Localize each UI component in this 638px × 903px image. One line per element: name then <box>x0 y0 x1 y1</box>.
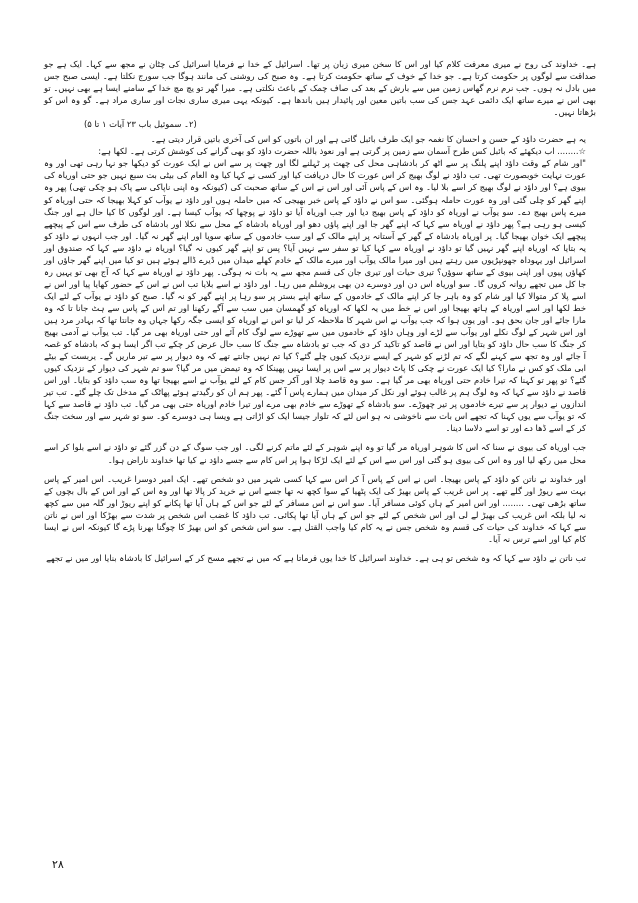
paragraph-summary: یہ ہے حضرت داؤد کے حسن و احسان کا نغمہ جو ایک طرف بائبل گاتی ہے اور ان باتوں کو اس کی آخری باتیں قرار دیتی ہے۔ <box>150 134 586 145</box>
paragraph-quotation: "اور شام کے وقت داؤد اپنے پلنگ پر سے اٹھ کر بادشاہی محل کی چھت پر ٹہلنے لگا اور چھت پر سے اس نے ایک عورت کو دیکھا جو نہا رہی تھی اور وہ عورت نہایت خوبصورت تھی۔ تب داؤد نے لوگ بھیج کر اس عورت کا حال دریافت کیا اور کسی نے کہا کیا وہ العام کی بیٹی بت سبع نہیں جو حتی اوریاہ کی بیوی ہے؟ اور داؤد نے لوگ بھیج کر اسے بلا لیا۔ وہ اس کے پاس آئی اور اس نے اس کے ساتھ صحبت کی (کیونکہ وہ اپنی ناپاکی سے پاک ہو چکی تھی) پھر وہ اپنے گھر کو چلی گئی اور وہ عورت حاملہ ہوگئی۔ سو اس نے داؤد کے پاس خبر بھیجی کہ میں حاملہ ہوں اور داؤد نے یوآب کو کہلا بھیجا کہ حتی اوریاہ کو میرے پاس بھیج دے۔ سو یوآب نے اوریاہ کو داؤد کے پاس بھیج دیا اور جب اوریاہ آیا تو داؤد نے پوچھا کہ یوآب کیسا ہے۔ اور لوگوں کا کیا حال ہے اور جنگ کیسی ہو رہی ہے؟ پھر داؤد نے اوریاہ سے کہا کہ اپنے گھر جا اور اپنے پاؤں دھو اور اوریاہ بادشاہ کے محل سے نکلا اور بادشاہ کی طرف سے اس کے پیچھے پیچھے ایک خوان بھیجا گیا۔ پر اوریاہ بادشاہ کے گھر کے آستانہ پر اپنے مالک کے اور سب خادموں کے ساتھ سویا اور اپنے گھر نہ گیا۔ اور جب انہوں نے داؤد کو یہ بتایا کہ اوریاہ اپنے گھر نہیں گیا تو داؤد نے اوریاہ سے کہا کیا تو سفر سے نہیں آیا؟ پس تو اپنے گھر کیوں نہ گیا؟ اوریاہ نے داؤد سے کہا کہ صندوق اور اسرائیل اور یہوداہ جھونپڑیوں میں رہتے ہیں اور میرا مالک یوآب اور میرے مالک کے خادم کھلے میدان میں ڈیرے ڈالے ہوئے ہیں تو کیا میں اپنے گھر جاؤں اور کھاؤں پیوں اور اپنی بیوی کے ساتھ سوؤں؟ تیری حیات اور تیری جان کی قسم مجھ سے یہ بات نہ ہوگی۔ پھر داؤد نے اوریاہ سے کہا کہ آج بھی تو یہیں رہ جا کل میں تجھے روانہ کروں گا۔ سو اوریاہ اس دن اور دوسرے دن بھی یروشلم میں رہا۔ اور داؤد نے اسے بلایا تب اس نے اس کے حضور کھایا پیا اور اس نے اسے پلا کر متوالا کیا اور شام کو وہ باہر جا کر اپنے مالک کے خادموں کے ساتھ اپنے بستر پر سو رہا پر اپنے گھر کو نہ گیا۔ صبح کو داؤد نے یوآب کے لئے ایک خط لکھا اور اسے اوریاہ کے ہاتھ بھیجا اور اس نے خط میں یہ لکھا کہ اوریاہ کو گھمسان میں سب سے آگے رکھنا اور تم اس کے پاس سے ہٹ جانا تا کہ وہ مارا جائے اور جان بحق ہو۔ اور یوں ہوا کہ جب یوآب نے اس شہر کا ملاحظہ کر لیا تو اس نے اوریاہ کو ایسی جگہ رکھا جہاں وہ جانتا تھا کہ بہادر مرد ہیں اور اس شہر کے لوگ نکلے اور یوآب سے لڑے اور وہاں داؤد کے خادموں میں سے تھوڑے سے لوگ کام آئے اور حتی اوریاہ بھی مر گیا۔ تب یوآب نے آدمی بھیج کر جنگ کا سب حال داؤد کو بتایا اور اس نے قاصد کو تاکید کر دی کہ جب تو بادشاہ سے جنگ کا سب حال عرض کر چکے تب اگر ایسا ہو کہ بادشاہ کو غصہ آ جائے اور وہ تجھ سے کہنے لگے کہ تم لڑنے کو شہر کے ایسے نزدیک کیوں چلے گئے؟ کیا تم نہیں جانتے تھے کہ وہ دیوار پر سے تیر ماریں گے۔ یربست کے بیٹے ابی ملک کو کس نے مارا؟ کیا ایک عورت نے چکی کا پاٹ دیوار پر سے اس پر ایسا نہیں پھینکا کہ وہ تیمض میں مر گیا؟ سو تم شہر کی دیوار کے نزدیک کیوں گئے؟ تو پھر تو کہنا کہ تیرا خادم حتی اوریاہ بھی مر گیا ہے۔ سو وہ قاصد چلا اور آکر جس کام کے لئے یوآب نے اسے بھیجا تھا وہ سب داؤد کو بتایا۔ اور اس قاصد نے داؤد سے کہا کہ وہ لوگ ہم پر غالب ہوئے اور نکل کر میدان میں ہمارے پاس آ گئے۔ پھر ہم ان کو رگیدتے ہوئے پھاٹک کے مدخل تک چلے گئے۔ تب تیر اندازوں نے دیوار پر سے تیرے خادموں پر تیر چھوڑے۔ سو بادشاہ کے تھوڑے سے خادم بھی مرے اور تیرا خادم اوریاہ حتی بھی مر گیا۔ تب داؤد نے قاصد سے کہا کہ تو یوآب سے یوں کہنا کہ تجھے اس بات سے ناخوشی نہ ہو اس لئے کہ تلوار جیسا ایک کو اڑاتی ہے ویسا ہی دوسرے کو۔ سو تو شہر سے اور سخت جنگ کر کے اسے ڈھا دے اور تو اسے دلاسا دینا۔ <box>44 158 586 434</box>
paragraph-intro: ☆........ اب دیکھئے کہ بائبل کس طرح آسمان سے زمین پر گرتی ہے اور نعوذ باللہ حضرت داؤد کو بھی گرانے کی کوشش کرتی ہے۔ لکھا ہے: <box>98 146 586 157</box>
paragraph-nathan: تب ناتن نے داؤد سے کہا کہ وہ شخص تو ہی ہے۔ خداوند اسرائیل کا خدا یوں فرماتا ہے کہ میں نے تجھے مسح کر کے اسرائیل کا بادشاہ بنایا اور میں نے تجھے <box>46 552 586 563</box>
page-number: ۲۸ <box>52 858 64 871</box>
paragraph-parable: اور خداوند نے ناتن کو داؤد کے پاس بھیجا۔ اس نے اس کے پاس آ کر اس سے کہا کسی شہر میں دو شخص تھے۔ ایک امیر دوسرا غریب۔ اس امیر کے پاس بہت سے ریوڑ اور گلے تھے۔ پر اس غریب کے پاس بھیڑ کی ایک پٹھیا کے سوا کچھ نہ تھا جسے اس نے خرید کر پالا تھا اور وہ اس کے اور اس کے بال بچوں کے ساتھ بڑھی تھی۔ ........ اور اس امیر کے ہاں کوئی مسافر آیا۔ سو اس نے اس مسافر کے لئے جو اس کے ہاں آیا تھا پکانے کو اپنے ریوڑ اور گلہ میں سے کچھ نہ لیا بلکہ اس غریب کی بھیڑ لے لی اور اس شخص کے لئے جو اس کے ہاں آیا تھا پکائی۔ تب داؤد کا غضب اس شخص پر شدت سے بھڑکا اور اس نے ناتن سے کہا کہ خداوند کی حیات کی قسم وہ شخص جس نے یہ کام کیا واجب القتل ہے۔ سو اس شخص کو اس بھیڑ کا چوگنا بھرنا پڑے گا کیونکہ اس نے ایسا کام کیا اور اسے ترس نہ آیا۔ <box>44 473 586 544</box>
paragraph-widow: جب اوریاہ کی بیوی نے سنا کہ اس کا شوہر اوریاہ مر گیا تو وہ اپنے شوہر کے لئے ماتم کرنے لگی۔ اور جب سوگ کے دن گزر گئے تو داؤد نے اسے بلوا کر اسے محل میں رکھ لیا اور وہ اس کی بیوی ہو گئی اور اس سے اس کے لئے ایک لڑکا ہوا پر اس کام سے جسے داؤد نے کیا تھا خداوند ناراض ہوا۔ <box>44 442 586 465</box>
page-body <box>44 58 596 858</box>
citation: (۲۔ سموئیل باب ۲۳ آیات ۱ تا ۵) <box>84 119 197 130</box>
paragraph-verse: ہے۔ خداوند کی روح نے میری معرفت کلام کیا اور اس کا سخن میری زبان پر تھا۔ اسرائیل کے خدا نے فرمایا اسرائیل کی چٹان نے مجھ سے کہا۔ ایک ہے جو صداقت سے لوگوں پر حکومت کرتا ہے۔ جو خدا کے خوف کے ساتھ حکومت کرتا ہے۔ وہ صبح کی روشنی کی مانند ہوگا جب سورج نکلتا ہے۔ ایسی صبح جس میں بادل نہ ہوں۔ جب نرم نرم گھاس زمین میں سے بارش کے بعد کی صاف چمک کے باعث نکلتی ہے۔ میرا گھر تو یچ مچ خدا کے سامنے ایسا ہے بھی نہیں۔ تو بھی اس نے میرے ساتھ ایک دائمی عہد جس کی سب باتیں معین اور پائیدار ہیں باندھا ہے۔ کیونکہ یہی میری ساری نجات اور ساری مراد ہے۔ گو وہ اس کو بڑھاتا نہیں۔ <box>44 59 596 118</box>
